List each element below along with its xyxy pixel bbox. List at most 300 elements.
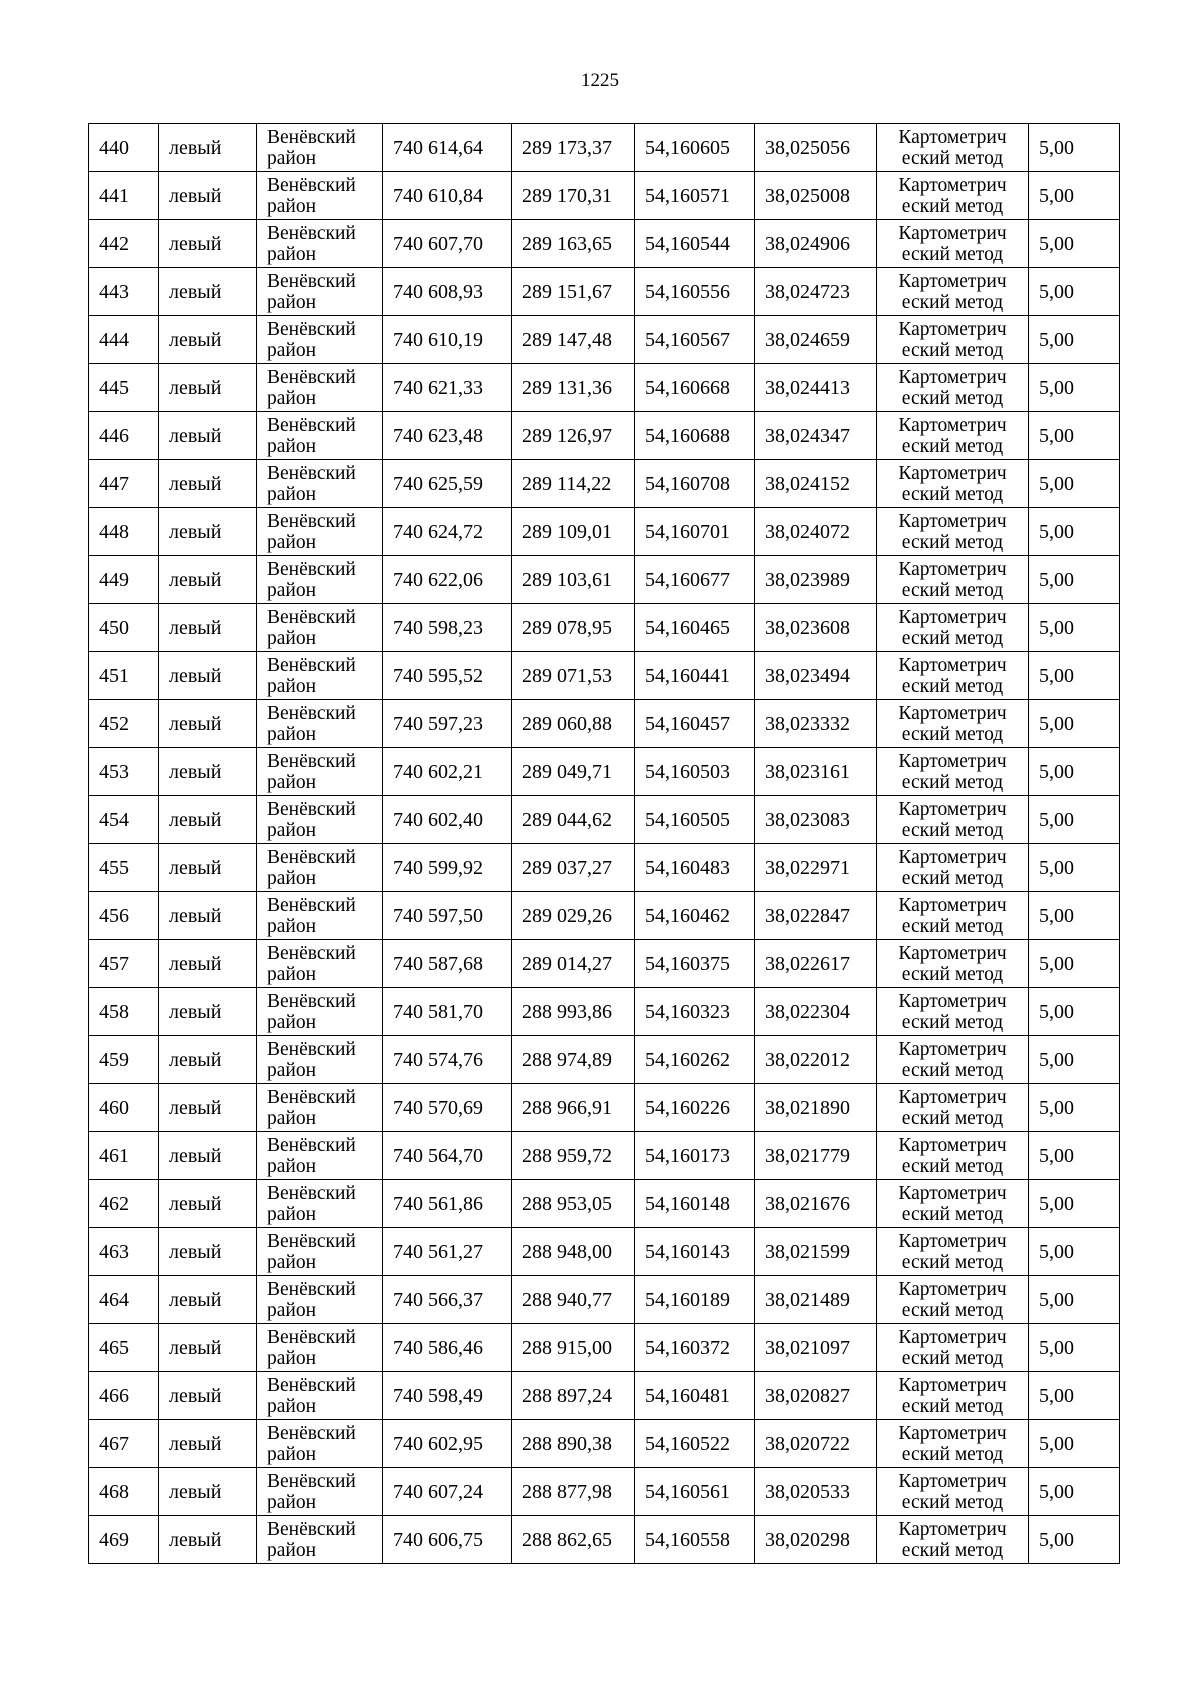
- y-coordinate-cell: 289 037,27: [512, 844, 635, 892]
- latitude-cell: 54,160262: [635, 1036, 755, 1084]
- y-coordinate-cell: 288 862,65: [512, 1516, 635, 1564]
- x-coordinate-cell: 740 570,69: [383, 1084, 512, 1132]
- district-cell: Венёвский район: [257, 1516, 383, 1564]
- accuracy-cell: 5,00: [1029, 940, 1120, 988]
- district-cell: Венёвский район: [257, 1468, 383, 1516]
- longitude-cell: 38,021489: [755, 1276, 877, 1324]
- side-cell: левый: [159, 748, 257, 796]
- longitude-cell: 38,024413: [755, 364, 877, 412]
- table-row: [89, 1228, 1120, 1276]
- accuracy-cell: 5,00: [1029, 844, 1120, 892]
- y-coordinate-cell: 289 014,27: [512, 940, 635, 988]
- method-cell: Картометрич еский метод: [877, 604, 1029, 652]
- district-cell: Венёвский район: [257, 604, 383, 652]
- x-coordinate-cell: 740 587,68: [383, 940, 512, 988]
- longitude-cell: 38,022617: [755, 940, 877, 988]
- latitude-cell: 54,160605: [635, 124, 755, 172]
- x-coordinate-cell: 740 623,48: [383, 412, 512, 460]
- y-coordinate-cell: 289 109,01: [512, 508, 635, 556]
- latitude-cell: 54,160189: [635, 1276, 755, 1324]
- point-number-cell: 445: [89, 364, 159, 412]
- table-row: [89, 364, 1120, 412]
- x-coordinate-cell: 740 624,72: [383, 508, 512, 556]
- latitude-cell: 54,160677: [635, 556, 755, 604]
- x-coordinate-cell: 740 602,21: [383, 748, 512, 796]
- y-coordinate-cell: 289 170,31: [512, 172, 635, 220]
- latitude-cell: 54,160481: [635, 1372, 755, 1420]
- y-coordinate-cell: 288 897,24: [512, 1372, 635, 1420]
- table-row: [89, 1036, 1120, 1084]
- method-cell: Картометрич еский метод: [877, 268, 1029, 316]
- point-number-cell: 467: [89, 1420, 159, 1468]
- table-row: [89, 1132, 1120, 1180]
- accuracy-cell: 5,00: [1029, 460, 1120, 508]
- method-cell: Картометрич еский метод: [877, 556, 1029, 604]
- table-row: [89, 1468, 1120, 1516]
- method-cell: Картометрич еский метод: [877, 172, 1029, 220]
- method-cell: Картометрич еский метод: [877, 1372, 1029, 1420]
- longitude-cell: 38,020533: [755, 1468, 877, 1516]
- table-row: [89, 892, 1120, 940]
- point-number-cell: 440: [89, 124, 159, 172]
- point-number-cell: 442: [89, 220, 159, 268]
- x-coordinate-cell: 740 614,64: [383, 124, 512, 172]
- side-cell: левый: [159, 892, 257, 940]
- district-cell: Венёвский район: [257, 1228, 383, 1276]
- side-cell: левый: [159, 268, 257, 316]
- latitude-cell: 54,160558: [635, 1516, 755, 1564]
- latitude-cell: 54,160544: [635, 220, 755, 268]
- accuracy-cell: 5,00: [1029, 1180, 1120, 1228]
- table-body: [89, 124, 1120, 1564]
- side-cell: левый: [159, 1084, 257, 1132]
- side-cell: левый: [159, 700, 257, 748]
- district-cell: Венёвский район: [257, 652, 383, 700]
- accuracy-cell: 5,00: [1029, 1084, 1120, 1132]
- side-cell: левый: [159, 364, 257, 412]
- longitude-cell: 38,023494: [755, 652, 877, 700]
- side-cell: левый: [159, 1276, 257, 1324]
- point-number-cell: 453: [89, 748, 159, 796]
- accuracy-cell: 5,00: [1029, 1324, 1120, 1372]
- accuracy-cell: 5,00: [1029, 316, 1120, 364]
- method-cell: Картометрич еский метод: [877, 508, 1029, 556]
- point-number-cell: 447: [89, 460, 159, 508]
- point-number-cell: 468: [89, 1468, 159, 1516]
- point-number-cell: 460: [89, 1084, 159, 1132]
- accuracy-cell: 5,00: [1029, 1372, 1120, 1420]
- accuracy-cell: 5,00: [1029, 1132, 1120, 1180]
- latitude-cell: 54,160323: [635, 988, 755, 1036]
- longitude-cell: 38,023608: [755, 604, 877, 652]
- latitude-cell: 54,160143: [635, 1228, 755, 1276]
- table-row: [89, 748, 1120, 796]
- table-row: [89, 268, 1120, 316]
- y-coordinate-cell: 289 151,67: [512, 268, 635, 316]
- side-cell: левый: [159, 1420, 257, 1468]
- y-coordinate-cell: 288 959,72: [512, 1132, 635, 1180]
- side-cell: левый: [159, 940, 257, 988]
- method-cell: Картометрич еский метод: [877, 892, 1029, 940]
- side-cell: левый: [159, 1228, 257, 1276]
- method-cell: Картометрич еский метод: [877, 700, 1029, 748]
- accuracy-cell: 5,00: [1029, 652, 1120, 700]
- y-coordinate-cell: 289 078,95: [512, 604, 635, 652]
- method-cell: Картометрич еский метод: [877, 124, 1029, 172]
- side-cell: левый: [159, 1132, 257, 1180]
- latitude-cell: 54,160465: [635, 604, 755, 652]
- y-coordinate-cell: 289 071,53: [512, 652, 635, 700]
- method-cell: Картометрич еский метод: [877, 652, 1029, 700]
- table-row: [89, 652, 1120, 700]
- x-coordinate-cell: 740 561,86: [383, 1180, 512, 1228]
- y-coordinate-cell: 289 103,61: [512, 556, 635, 604]
- side-cell: левый: [159, 172, 257, 220]
- district-cell: Венёвский район: [257, 556, 383, 604]
- method-cell: Картометрич еский метод: [877, 844, 1029, 892]
- side-cell: левый: [159, 1324, 257, 1372]
- table-row: [89, 1372, 1120, 1420]
- accuracy-cell: 5,00: [1029, 796, 1120, 844]
- side-cell: левый: [159, 604, 257, 652]
- side-cell: левый: [159, 1036, 257, 1084]
- latitude-cell: 54,160375: [635, 940, 755, 988]
- latitude-cell: 54,160556: [635, 268, 755, 316]
- method-cell: Картометрич еский метод: [877, 1036, 1029, 1084]
- method-cell: Картометрич еский метод: [877, 460, 1029, 508]
- accuracy-cell: 5,00: [1029, 556, 1120, 604]
- x-coordinate-cell: 740 597,50: [383, 892, 512, 940]
- side-cell: левый: [159, 316, 257, 364]
- latitude-cell: 54,160567: [635, 316, 755, 364]
- point-number-cell: 457: [89, 940, 159, 988]
- point-number-cell: 461: [89, 1132, 159, 1180]
- method-cell: Картометрич еский метод: [877, 988, 1029, 1036]
- longitude-cell: 38,024906: [755, 220, 877, 268]
- table-row: [89, 556, 1120, 604]
- side-cell: левый: [159, 1372, 257, 1420]
- longitude-cell: 38,022304: [755, 988, 877, 1036]
- district-cell: Венёвский район: [257, 268, 383, 316]
- y-coordinate-cell: 288 890,38: [512, 1420, 635, 1468]
- x-coordinate-cell: 740 606,75: [383, 1516, 512, 1564]
- point-number-cell: 443: [89, 268, 159, 316]
- district-cell: Венёвский район: [257, 1036, 383, 1084]
- accuracy-cell: 5,00: [1029, 1468, 1120, 1516]
- point-number-cell: 459: [89, 1036, 159, 1084]
- accuracy-cell: 5,00: [1029, 220, 1120, 268]
- y-coordinate-cell: 289 126,97: [512, 412, 635, 460]
- point-number-cell: 449: [89, 556, 159, 604]
- longitude-cell: 38,020298: [755, 1516, 877, 1564]
- latitude-cell: 54,160226: [635, 1084, 755, 1132]
- y-coordinate-cell: 288 953,05: [512, 1180, 635, 1228]
- longitude-cell: 38,021097: [755, 1324, 877, 1372]
- side-cell: левый: [159, 1468, 257, 1516]
- longitude-cell: 38,024347: [755, 412, 877, 460]
- latitude-cell: 54,160148: [635, 1180, 755, 1228]
- longitude-cell: 38,023332: [755, 700, 877, 748]
- method-cell: Картометрич еский метод: [877, 796, 1029, 844]
- table-row: [89, 796, 1120, 844]
- y-coordinate-cell: 289 060,88: [512, 700, 635, 748]
- x-coordinate-cell: 740 581,70: [383, 988, 512, 1036]
- x-coordinate-cell: 740 607,70: [383, 220, 512, 268]
- point-number-cell: 452: [89, 700, 159, 748]
- coordinates-table: [88, 123, 1120, 1564]
- accuracy-cell: 5,00: [1029, 364, 1120, 412]
- side-cell: левый: [159, 796, 257, 844]
- x-coordinate-cell: 740 566,37: [383, 1276, 512, 1324]
- district-cell: Венёвский район: [257, 988, 383, 1036]
- side-cell: левый: [159, 1516, 257, 1564]
- point-number-cell: 466: [89, 1372, 159, 1420]
- side-cell: левый: [159, 988, 257, 1036]
- y-coordinate-cell: 289 173,37: [512, 124, 635, 172]
- method-cell: Картометрич еский метод: [877, 1180, 1029, 1228]
- x-coordinate-cell: 740 610,19: [383, 316, 512, 364]
- latitude-cell: 54,160505: [635, 796, 755, 844]
- district-cell: Венёвский район: [257, 364, 383, 412]
- longitude-cell: 38,022971: [755, 844, 877, 892]
- x-coordinate-cell: 740 598,49: [383, 1372, 512, 1420]
- y-coordinate-cell: 288 948,00: [512, 1228, 635, 1276]
- point-number-cell: 444: [89, 316, 159, 364]
- point-number-cell: 454: [89, 796, 159, 844]
- side-cell: левый: [159, 844, 257, 892]
- table-row: [89, 940, 1120, 988]
- longitude-cell: 38,022847: [755, 892, 877, 940]
- table-row: [89, 1516, 1120, 1564]
- point-number-cell: 446: [89, 412, 159, 460]
- district-cell: Венёвский район: [257, 1180, 383, 1228]
- x-coordinate-cell: 740 610,84: [383, 172, 512, 220]
- y-coordinate-cell: 289 114,22: [512, 460, 635, 508]
- longitude-cell: 38,020722: [755, 1420, 877, 1468]
- longitude-cell: 38,020827: [755, 1372, 877, 1420]
- x-coordinate-cell: 740 574,76: [383, 1036, 512, 1084]
- longitude-cell: 38,021779: [755, 1132, 877, 1180]
- accuracy-cell: 5,00: [1029, 1516, 1120, 1564]
- method-cell: Картометрич еский метод: [877, 1324, 1029, 1372]
- point-number-cell: 465: [89, 1324, 159, 1372]
- table-row: [89, 460, 1120, 508]
- table-row: [89, 124, 1120, 172]
- table-row: [89, 220, 1120, 268]
- latitude-cell: 54,160701: [635, 508, 755, 556]
- x-coordinate-cell: 740 602,95: [383, 1420, 512, 1468]
- point-number-cell: 456: [89, 892, 159, 940]
- district-cell: Венёвский район: [257, 844, 383, 892]
- accuracy-cell: 5,00: [1029, 508, 1120, 556]
- district-cell: Венёвский район: [257, 1276, 383, 1324]
- latitude-cell: 54,160503: [635, 748, 755, 796]
- longitude-cell: 38,024659: [755, 316, 877, 364]
- method-cell: Картометрич еский метод: [877, 412, 1029, 460]
- y-coordinate-cell: 289 044,62: [512, 796, 635, 844]
- method-cell: Картометрич еский метод: [877, 1228, 1029, 1276]
- accuracy-cell: 5,00: [1029, 748, 1120, 796]
- accuracy-cell: 5,00: [1029, 604, 1120, 652]
- x-coordinate-cell: 740 597,23: [383, 700, 512, 748]
- side-cell: левый: [159, 508, 257, 556]
- y-coordinate-cell: 289 147,48: [512, 316, 635, 364]
- longitude-cell: 38,024072: [755, 508, 877, 556]
- latitude-cell: 54,160462: [635, 892, 755, 940]
- district-cell: Венёвский район: [257, 220, 383, 268]
- longitude-cell: 38,023161: [755, 748, 877, 796]
- y-coordinate-cell: 289 029,26: [512, 892, 635, 940]
- longitude-cell: 38,021890: [755, 1084, 877, 1132]
- x-coordinate-cell: 740 602,40: [383, 796, 512, 844]
- district-cell: Венёвский район: [257, 1420, 383, 1468]
- district-cell: Венёвский район: [257, 1324, 383, 1372]
- latitude-cell: 54,160173: [635, 1132, 755, 1180]
- table-row: [89, 1324, 1120, 1372]
- y-coordinate-cell: 288 966,91: [512, 1084, 635, 1132]
- point-number-cell: 462: [89, 1180, 159, 1228]
- y-coordinate-cell: 288 877,98: [512, 1468, 635, 1516]
- side-cell: левый: [159, 460, 257, 508]
- method-cell: Картометрич еский метод: [877, 1132, 1029, 1180]
- table-row: [89, 172, 1120, 220]
- y-coordinate-cell: 289 131,36: [512, 364, 635, 412]
- longitude-cell: 38,022012: [755, 1036, 877, 1084]
- y-coordinate-cell: 288 993,86: [512, 988, 635, 1036]
- method-cell: Картометрич еский метод: [877, 1468, 1029, 1516]
- longitude-cell: 38,024723: [755, 268, 877, 316]
- latitude-cell: 54,160522: [635, 1420, 755, 1468]
- accuracy-cell: 5,00: [1029, 892, 1120, 940]
- district-cell: Венёвский район: [257, 892, 383, 940]
- longitude-cell: 38,023083: [755, 796, 877, 844]
- accuracy-cell: 5,00: [1029, 412, 1120, 460]
- x-coordinate-cell: 740 598,23: [383, 604, 512, 652]
- table-row: [89, 844, 1120, 892]
- accuracy-cell: 5,00: [1029, 124, 1120, 172]
- side-cell: левый: [159, 220, 257, 268]
- latitude-cell: 54,160561: [635, 1468, 755, 1516]
- latitude-cell: 54,160571: [635, 172, 755, 220]
- side-cell: левый: [159, 412, 257, 460]
- point-number-cell: 464: [89, 1276, 159, 1324]
- district-cell: Венёвский район: [257, 940, 383, 988]
- district-cell: Венёвский район: [257, 412, 383, 460]
- x-coordinate-cell: 740 599,92: [383, 844, 512, 892]
- district-cell: Венёвский район: [257, 796, 383, 844]
- method-cell: Картометрич еский метод: [877, 1276, 1029, 1324]
- longitude-cell: 38,024152: [755, 460, 877, 508]
- district-cell: Венёвский район: [257, 124, 383, 172]
- x-coordinate-cell: 740 607,24: [383, 1468, 512, 1516]
- side-cell: левый: [159, 124, 257, 172]
- x-coordinate-cell: 740 621,33: [383, 364, 512, 412]
- district-cell: Венёвский район: [257, 1372, 383, 1420]
- district-cell: Венёвский район: [257, 316, 383, 364]
- latitude-cell: 54,160457: [635, 700, 755, 748]
- accuracy-cell: 5,00: [1029, 1036, 1120, 1084]
- point-number-cell: 451: [89, 652, 159, 700]
- latitude-cell: 54,160441: [635, 652, 755, 700]
- table-row: [89, 412, 1120, 460]
- method-cell: Картометрич еский метод: [877, 1420, 1029, 1468]
- latitude-cell: 54,160372: [635, 1324, 755, 1372]
- accuracy-cell: 5,00: [1029, 1276, 1120, 1324]
- point-number-cell: 441: [89, 172, 159, 220]
- table-row: [89, 1180, 1120, 1228]
- method-cell: Картометрич еский метод: [877, 748, 1029, 796]
- method-cell: Картометрич еский метод: [877, 940, 1029, 988]
- accuracy-cell: 5,00: [1029, 988, 1120, 1036]
- latitude-cell: 54,160688: [635, 412, 755, 460]
- x-coordinate-cell: 740 608,93: [383, 268, 512, 316]
- table-row: [89, 604, 1120, 652]
- method-cell: Картометрич еский метод: [877, 316, 1029, 364]
- side-cell: левый: [159, 556, 257, 604]
- longitude-cell: 38,021599: [755, 1228, 877, 1276]
- point-number-cell: 450: [89, 604, 159, 652]
- district-cell: Венёвский район: [257, 1084, 383, 1132]
- table-row: [89, 316, 1120, 364]
- x-coordinate-cell: 740 625,59: [383, 460, 512, 508]
- x-coordinate-cell: 740 564,70: [383, 1132, 512, 1180]
- page-number: 1225: [581, 70, 619, 91]
- point-number-cell: 469: [89, 1516, 159, 1564]
- method-cell: Картометрич еский метод: [877, 364, 1029, 412]
- latitude-cell: 54,160668: [635, 364, 755, 412]
- district-cell: Венёвский район: [257, 172, 383, 220]
- longitude-cell: 38,025008: [755, 172, 877, 220]
- table-row: [89, 508, 1120, 556]
- x-coordinate-cell: 740 595,52: [383, 652, 512, 700]
- table-row: [89, 1084, 1120, 1132]
- x-coordinate-cell: 740 561,27: [383, 1228, 512, 1276]
- latitude-cell: 54,160483: [635, 844, 755, 892]
- method-cell: Картометрич еский метод: [877, 220, 1029, 268]
- district-cell: Венёвский район: [257, 1132, 383, 1180]
- accuracy-cell: 5,00: [1029, 700, 1120, 748]
- x-coordinate-cell: 740 622,06: [383, 556, 512, 604]
- point-number-cell: 448: [89, 508, 159, 556]
- accuracy-cell: 5,00: [1029, 1420, 1120, 1468]
- y-coordinate-cell: 288 940,77: [512, 1276, 635, 1324]
- x-coordinate-cell: 740 586,46: [383, 1324, 512, 1372]
- method-cell: Картометрич еский метод: [877, 1516, 1029, 1564]
- y-coordinate-cell: 289 163,65: [512, 220, 635, 268]
- table-row: [89, 1276, 1120, 1324]
- accuracy-cell: 5,00: [1029, 172, 1120, 220]
- side-cell: левый: [159, 652, 257, 700]
- district-cell: Венёвский район: [257, 460, 383, 508]
- table-row: [89, 1420, 1120, 1468]
- table-row: [89, 988, 1120, 1036]
- accuracy-cell: 5,00: [1029, 1228, 1120, 1276]
- district-cell: Венёвский район: [257, 508, 383, 556]
- y-coordinate-cell: 288 915,00: [512, 1324, 635, 1372]
- y-coordinate-cell: 288 974,89: [512, 1036, 635, 1084]
- longitude-cell: 38,025056: [755, 124, 877, 172]
- y-coordinate-cell: 289 049,71: [512, 748, 635, 796]
- accuracy-cell: 5,00: [1029, 268, 1120, 316]
- point-number-cell: 455: [89, 844, 159, 892]
- table-row: [89, 700, 1120, 748]
- side-cell: левый: [159, 1180, 257, 1228]
- latitude-cell: 54,160708: [635, 460, 755, 508]
- longitude-cell: 38,021676: [755, 1180, 877, 1228]
- method-cell: Картометрич еский метод: [877, 1084, 1029, 1132]
- longitude-cell: 38,023989: [755, 556, 877, 604]
- district-cell: Венёвский район: [257, 748, 383, 796]
